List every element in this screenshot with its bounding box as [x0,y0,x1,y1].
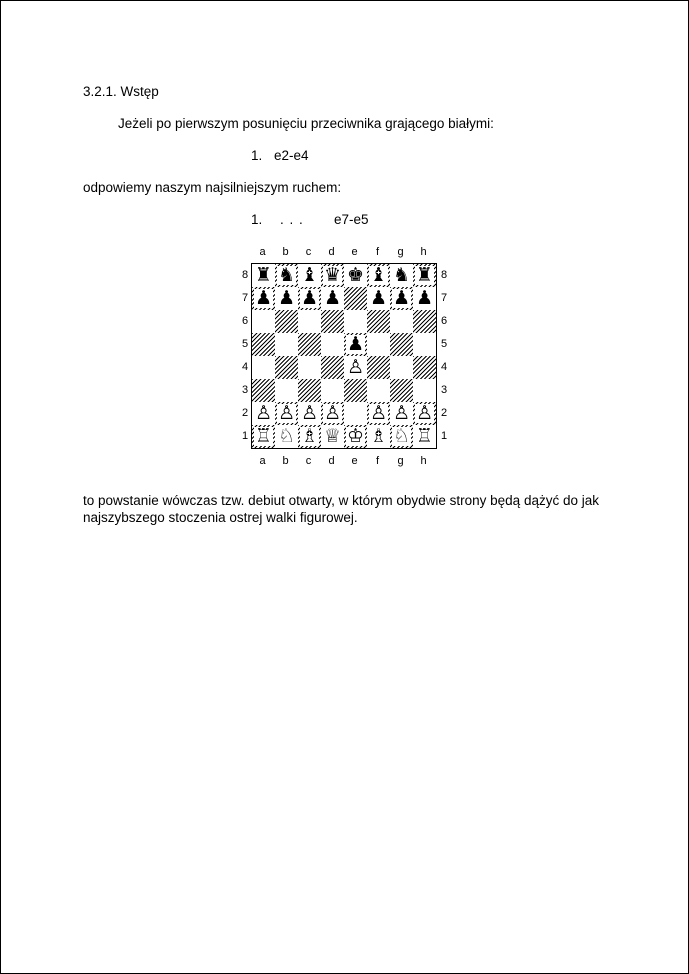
chess-piece-icon: ♙ [392,402,411,424]
chess-piece-icon: ♟ [415,287,434,309]
square-d4 [321,356,344,379]
rank-label-2: 2 [241,407,249,419]
square-e8 [344,264,367,287]
square-f8 [367,264,390,287]
section-heading: 3.2.1. Wstęp [83,84,159,99]
square-a2 [252,402,275,425]
square-f4 [367,356,390,379]
rank-labels-right [438,264,450,448]
square-f1 [367,425,390,448]
square-e3 [344,379,367,402]
chess-piece-icon: ♙ [254,402,273,424]
file-label-b: b [282,246,289,258]
square-h8 [413,264,436,287]
chess-piece-icon: ♙ [369,402,388,424]
square-d7 [321,287,344,310]
rank-label-5: 5 [241,338,249,350]
move2-black-move: e7-e5 [334,212,369,227]
chess-piece-icon: ♙ [300,402,319,424]
rank-label-7: 7 [241,292,249,304]
intro-paragraph: Jeżeli po pierwszym posunięciu przeciwnika grającego białymi: [118,116,494,131]
chess-piece-icon: ♙ [415,402,434,424]
square-c4 [298,356,321,379]
square-c2 [298,402,321,425]
square-b4 [275,356,298,379]
file-label-c: c [305,246,312,258]
square-e1 [344,425,367,448]
chess-piece-icon: ♚ [346,264,365,286]
square-h6 [413,310,436,333]
file-label-g: g [397,246,404,258]
square-c5 [298,333,321,356]
chess-piece-icon: ♗ [369,425,388,447]
rank-label-7: 7 [440,292,448,304]
chess-piece-icon: ♟ [346,333,365,355]
file-label-c: c [305,455,312,467]
square-h7 [413,287,436,310]
square-c8 [298,264,321,287]
file-label-h: h [420,246,427,258]
square-f7 [367,287,390,310]
square-g5 [390,333,413,356]
square-a7 [252,287,275,310]
square-h5 [413,333,436,356]
square-e6 [344,310,367,333]
square-b1 [275,425,298,448]
square-h3 [413,379,436,402]
square-f2 [367,402,390,425]
rank-label-2: 2 [440,407,448,419]
rank-label-1: 1 [241,430,249,442]
square-b2 [275,402,298,425]
chess-piece-icon: ♘ [277,425,296,447]
square-e7 [344,287,367,310]
chess-piece-icon: ♛ [323,264,342,286]
square-g4 [390,356,413,379]
closing-paragraph: to powstanie wówczas tzw. debiut otwarty, w którym obydwie strony będą dążyć do jak najszybszego stoczenia ostrej walki figurowej. [83,493,599,525]
square-b5 [275,333,298,356]
file-label-e: e [351,455,358,467]
chess-piece-icon: ♖ [415,425,434,447]
file-label-f: f [375,455,380,467]
square-f6 [367,310,390,333]
file-labels-top [251,245,435,259]
chess-piece-icon: ♞ [392,264,411,286]
chess-piece-icon: ♟ [277,287,296,309]
square-a8 [252,264,275,287]
chess-piece-icon: ♙ [323,402,342,424]
rank-label-5: 5 [440,338,448,350]
chess-piece-icon: ♗ [300,425,319,447]
file-label-e: e [351,246,358,258]
chess-board [251,263,437,449]
rank-label-1: 1 [440,430,448,442]
square-d2 [321,402,344,425]
file-label-a: a [259,246,266,258]
rank-label-4: 4 [241,361,249,373]
square-g6 [390,310,413,333]
file-label-g: g [397,455,404,467]
rank-label-8: 8 [241,269,249,281]
move2-number: 1. [251,212,263,227]
rank-label-6: 6 [440,315,448,327]
rank-label-4: 4 [440,361,448,373]
chess-piece-icon: ♟ [254,287,273,309]
square-h2 [413,402,436,425]
square-c3 [298,379,321,402]
square-d6 [321,310,344,333]
square-a6 [252,310,275,333]
square-g3 [390,379,413,402]
rank-labels-left [239,264,251,448]
square-e5 [344,333,367,356]
file-label-b: b [282,455,289,467]
chess-diagram [239,241,451,473]
file-label-d: d [328,455,335,467]
square-d1 [321,425,344,448]
square-a5 [252,333,275,356]
square-c6 [298,310,321,333]
move2-ellipsis: . . . [280,212,304,227]
chess-piece-icon: ♙ [346,356,365,378]
square-a1 [252,425,275,448]
square-f3 [367,379,390,402]
chess-piece-icon: ♘ [392,425,411,447]
rank-label-3: 3 [440,384,448,396]
chess-piece-icon: ♟ [300,287,319,309]
square-d5 [321,333,344,356]
square-f5 [367,333,390,356]
rank-label-3: 3 [241,384,249,396]
file-label-d: d [328,246,335,258]
chess-piece-icon: ♟ [323,287,342,309]
chess-piece-icon: ♙ [277,402,296,424]
square-a3 [252,379,275,402]
square-b3 [275,379,298,402]
square-c1 [298,425,321,448]
square-e2 [344,402,367,425]
chess-piece-icon: ♔ [346,425,365,447]
chess-piece-icon: ♜ [254,264,273,286]
file-label-f: f [375,246,380,258]
square-g7 [390,287,413,310]
square-e4 [344,356,367,379]
square-a4 [252,356,275,379]
square-g8 [390,264,413,287]
square-g1 [390,425,413,448]
chess-piece-icon: ♝ [300,264,319,286]
square-d8 [321,264,344,287]
chess-piece-icon: ♞ [277,264,296,286]
file-label-a: a [259,455,266,467]
chess-piece-icon: ♜ [415,264,434,286]
rank-label-8: 8 [440,269,448,281]
file-label-h: h [420,455,427,467]
square-h1 [413,425,436,448]
square-g2 [390,402,413,425]
rank-label-6: 6 [241,315,249,327]
square-d3 [321,379,344,402]
chess-piece-icon: ♖ [254,425,273,447]
square-b8 [275,264,298,287]
chess-piece-icon: ♝ [369,264,388,286]
chess-piece-icon: ♟ [369,287,388,309]
move1-white-move: e2-e4 [274,148,309,163]
square-b6 [275,310,298,333]
reply-paragraph: odpowiemy naszym najsilniejszym ruchem: [83,180,342,195]
file-labels-bottom [251,454,435,468]
chess-piece-icon: ♕ [323,425,342,447]
square-c7 [298,287,321,310]
square-b7 [275,287,298,310]
move1-number: 1. [251,148,263,163]
chess-piece-icon: ♟ [392,287,411,309]
square-h4 [413,356,436,379]
